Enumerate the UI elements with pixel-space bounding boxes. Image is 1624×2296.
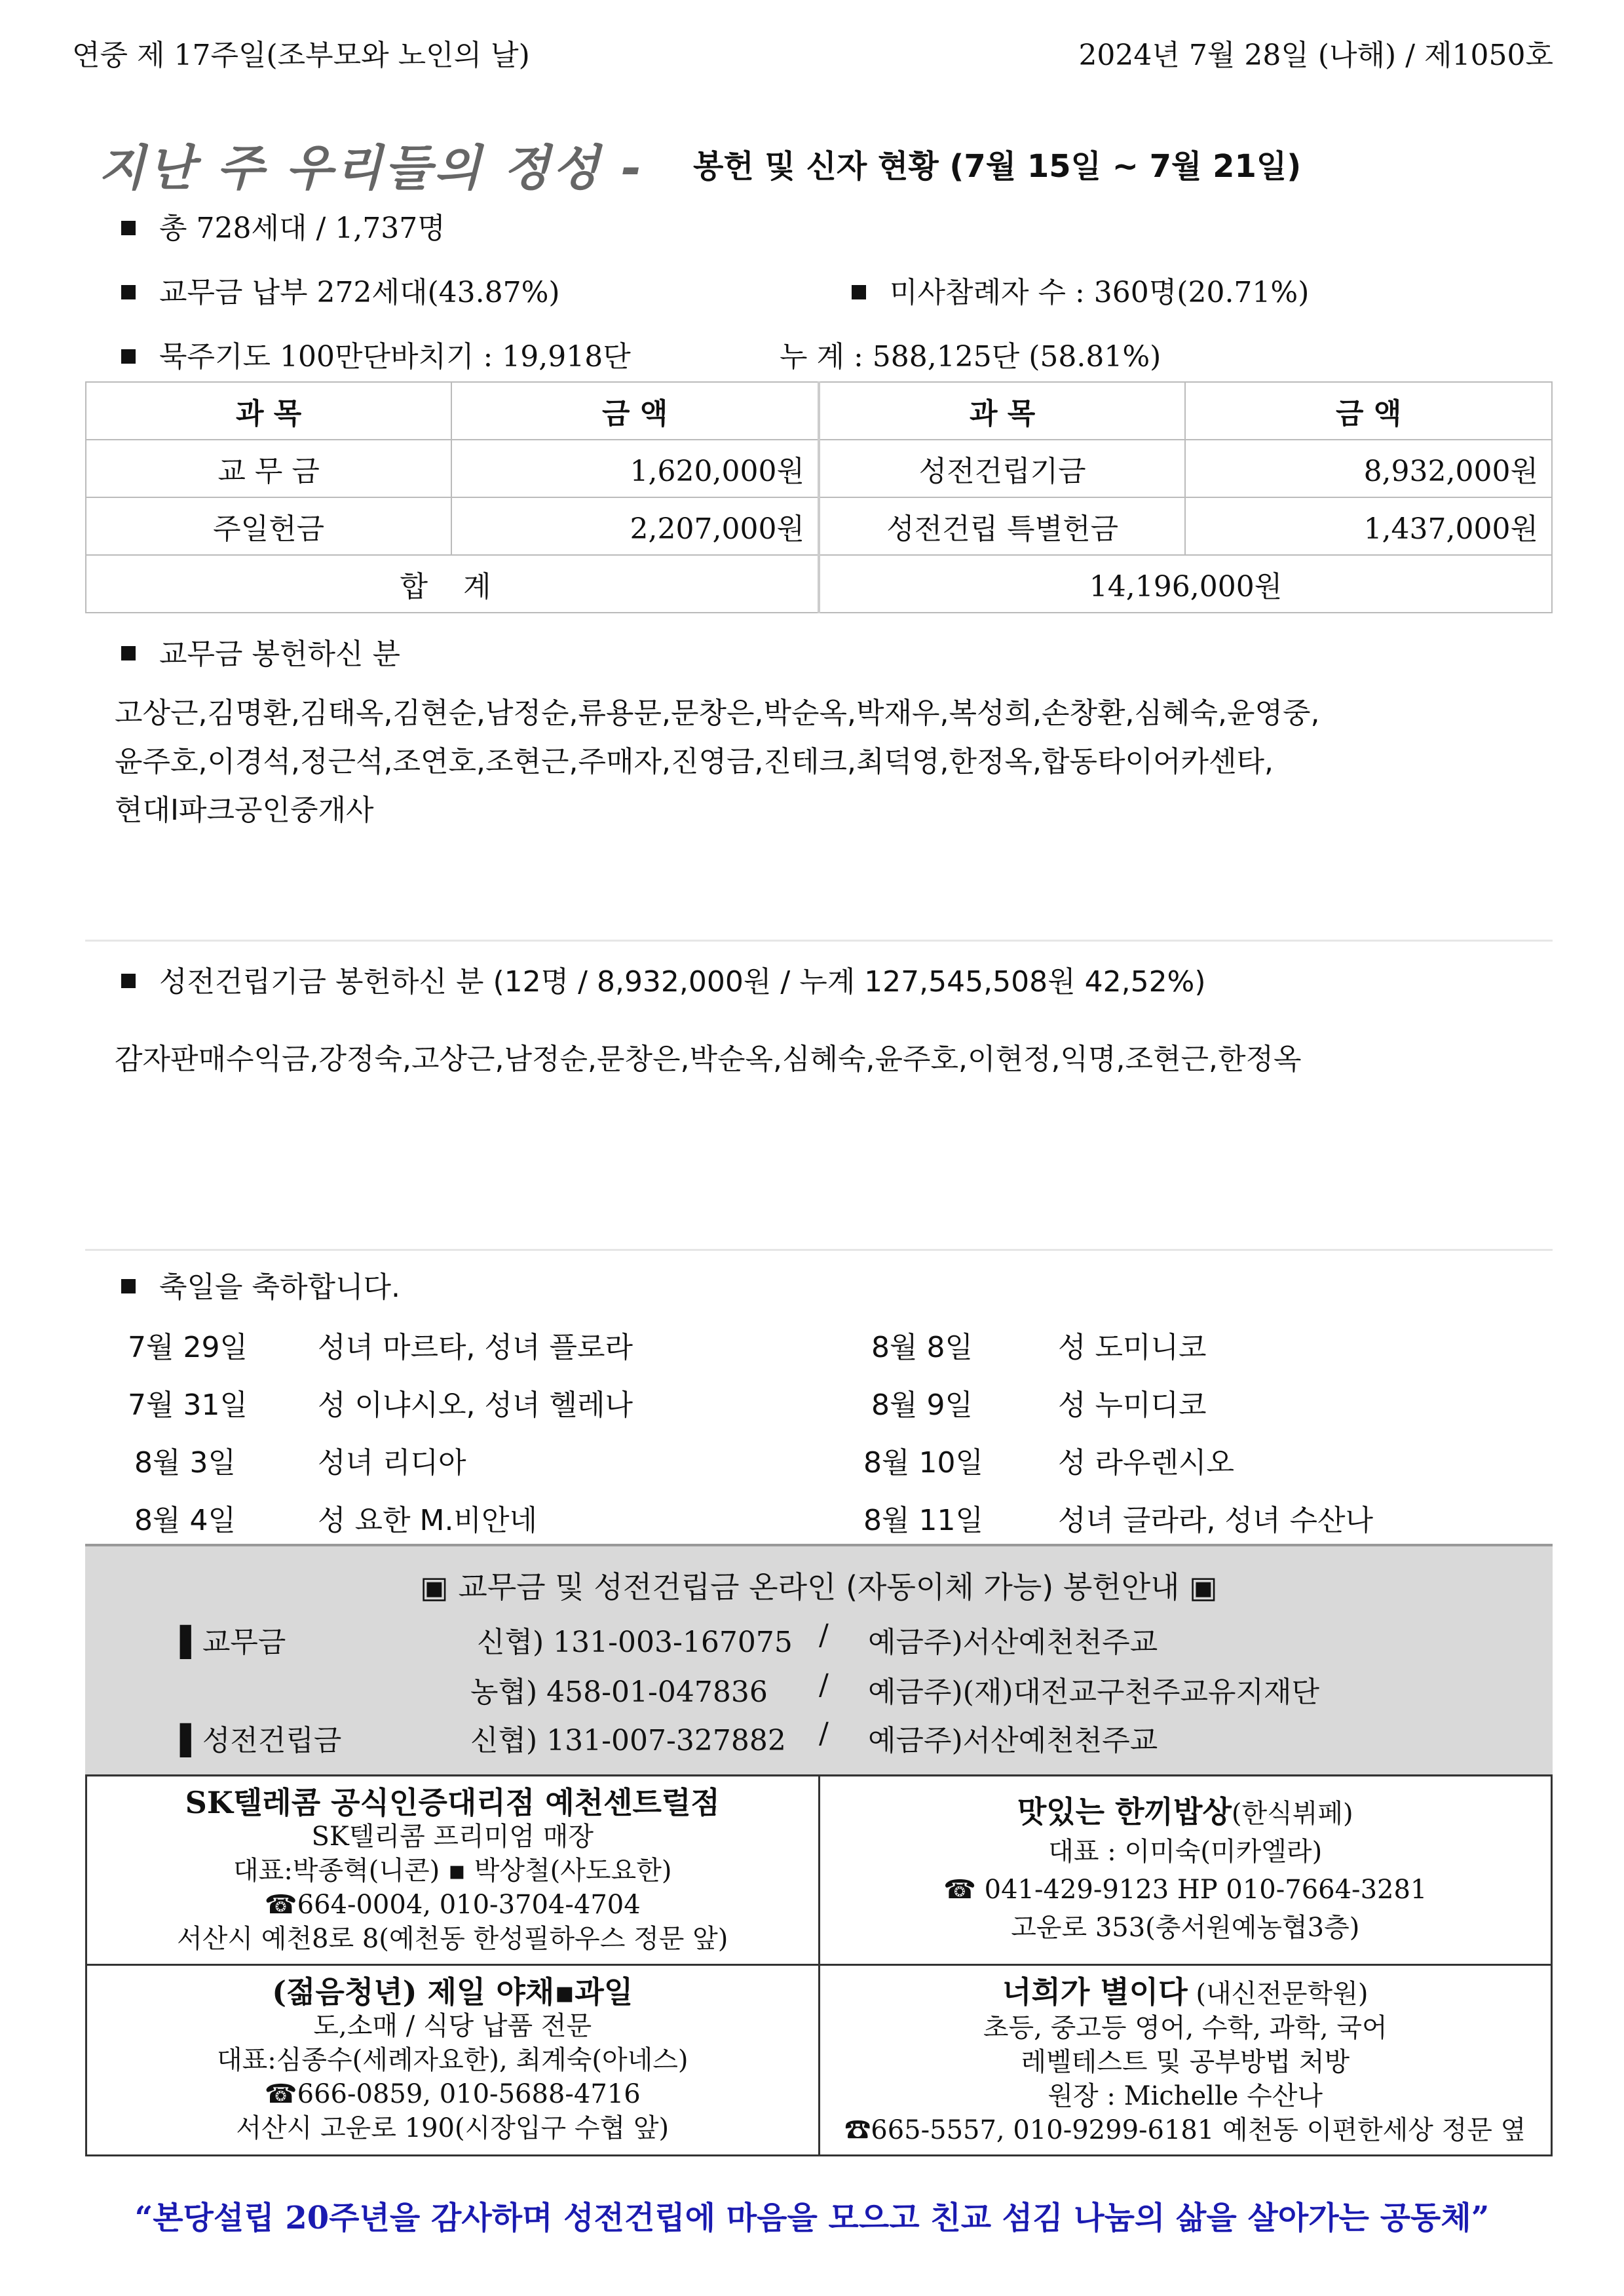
item-cell: 성전건립기금 [819,440,1185,497]
stat-mass: 미사참례자 수 : 360명(20.71%) [852,269,1309,311]
table-total-row [86,555,1552,613]
list-item: 현대I파크공인중개사 [115,794,374,827]
feast-name: 성 이냐시오, 성녀 헬레나 [318,1388,633,1422]
amount-cell: 8,932,000원 [1185,440,1552,497]
dues-donors-list [115,689,1556,835]
building-account-label: ▌성전건립금 [180,1724,342,1757]
bullet-square-icon [852,285,866,299]
ad-academy: 너희가 별이다 (내신전문학원) 초등, 중고등 영어, 수학, 과학, 국어 레벨테스트 및 공부방법 처방 원장 : Michelle 수산나 ☎665-5557, 010-9299-6181 예천동 이편한세상 정문 옆 [819,1965,1552,2156]
dues-donors-title: 교무금 봉헌하신 분 [121,630,400,672]
building-donors-title: 성전건립기금 봉헌하신 분 (12명 / 8,932,000원 / 누계 127,545,508원 42,52%) [121,958,1206,1000]
bullet-square-icon [121,221,136,235]
building-account-number: 신협) 131-007-327882 [470,1724,786,1757]
dues-account-number: 농협) 458-01-047836 [470,1675,768,1709]
feast-name: 성 도미니코 [1058,1331,1207,1364]
total-value: 14,196,000원 [819,555,1552,613]
stat-rosary: 묵주기도 100만단바치기 : 19,918단 [121,333,631,375]
stat-dues: 교무금 납부 272세대(43.87%) [121,269,560,311]
online-offering-title: ▣ 교무금 및 성전건립금 온라인 (자동이체 가능) 봉헌안내 ▣ [420,1569,1218,1605]
feast-name: 성녀 글라라, 성녀 수산나 [1058,1504,1373,1537]
header-item: 과 목 [86,382,451,440]
total-label: 합 계 [86,555,819,613]
dues-account-label: ▌교무금 [180,1626,286,1659]
feast-date: 7월 31일 [128,1388,248,1422]
bullet-square-icon [121,646,136,660]
feast-date: 8월 4일 [134,1504,236,1537]
divider [85,1249,1553,1251]
feast-name: 성녀 마르타, 성녀 플로라 [318,1331,633,1364]
feast-name: 성녀 리디아 [318,1446,466,1480]
table-row [86,497,1552,555]
parish-motto: “본당설립 20주년을 감사하며 성전건립에 마음을 모으고 친교 섬김 나눔의 삶을 살아가는 공동체” [134,2200,1490,2236]
feasts-title: 축일을 축하합니다. [121,1263,400,1305]
feast-name: 성 누미디코 [1058,1388,1207,1422]
stat-rosary-cumulative: 누 계 : 588,125단 (58.81%) [780,340,1161,373]
dues-account-holder: 예금주)(재)대전교구천주교유지재단 [868,1675,1320,1709]
amount-cell: 1,437,000원 [1185,497,1552,555]
list-item: 윤주호,이경석,정근석,조연호,조현근,주매자,진영금,진테크,최덕영,한정옥,합동타이어카센타, [115,745,1274,778]
feast-date: 8월 8일 [871,1331,973,1364]
item-cell: 성전건립 특별헌금 [819,497,1185,555]
dues-account-number: 신협) 131-003-167075 [477,1626,793,1659]
list-item: 고상근,김명환,김태옥,김현순,남정순,류용문,문창은,박순옥,박재우,복성희,손창환,심혜숙,윤영중, [115,697,1320,730]
offering-table [85,381,1553,613]
bullet-square-icon [121,349,136,364]
ad-grocery: (젊음청년) 제일 야채▪과일 도,소매 / 식당 납품 전문 대표:심종수(세례자요한), 최계숙(아네스) ☎666-0859, 010-5688-4716 서산시 고운로 190(시장입구 수협 앞) [86,1965,820,2156]
feast-date: 8월 3일 [134,1446,236,1480]
offering-subtitle: 봉헌 및 신자 현황 (7월 15일 ~ 7월 21일) [693,148,1302,185]
feast-date: 8월 11일 [863,1504,983,1537]
header-right: 2024년 7월 28일 (나해) / 제1050호 [1078,39,1553,72]
building-account-holder: 예금주)서산예천천주교 [868,1724,1158,1757]
feast-name: 성 라우렌시오 [1058,1446,1235,1480]
item-cell: 교 무 금 [86,440,451,497]
table-row [86,440,1552,497]
amount-cell: 2,207,000원 [451,497,819,555]
separator: / [819,1717,829,1750]
bullet-square-icon [121,974,136,988]
header-amount: 금 액 [451,382,819,440]
divider [85,940,1553,942]
header-left: 연중 제 17주일(조부모와 노인의 날) [72,39,530,72]
separator: / [819,1618,829,1652]
bullet-square-icon [121,1279,136,1293]
amount-cell: 1,620,000원 [451,440,819,497]
separator: / [819,1668,829,1702]
feast-date: 8월 10일 [863,1446,983,1480]
header-amount: 금 액 [1185,382,1552,440]
ad-restaurant: 맛있는 한끼밥상(한식뷔페) 대표 : 이미숙(미카엘라) ☎ 041-429-9123 HP 010-7664-3281 고운로 353(충서원예농협3층) [819,1776,1552,1965]
stat-total: 총 728세대 / 1,737명 [121,204,445,246]
feast-name: 성 요한 M.비안네 [318,1504,537,1537]
feast-date: 8월 9일 [871,1388,973,1422]
table-header-row [86,382,1552,440]
dues-account-holder: 예금주)서산예천천주교 [868,1626,1158,1659]
item-cell: 주일헌금 [86,497,451,555]
offering-title: 지난 주 우리들의 정성 - [98,140,645,197]
building-donors-list: 감자판매수익금,강정숙,고상근,남정순,문창은,박순옥,심혜숙,윤주호,이현정,익명,조현근,한정옥 [115,1043,1302,1076]
ads-table [85,1774,1553,2156]
bullet-square-icon [121,285,136,299]
feast-date: 7월 29일 [128,1331,248,1364]
ad-sk-telecom: SK텔레콤 공식인증대리점 예천센트럴점 SK텔리콤 프리미엄 매장 대표:박종혁(니콘) ▪ 박상철(사도요한) ☎664-0004, 010-3704-4704 서산시 예천8로 8(예천동 한성필하우스 정문 앞) [86,1776,820,1965]
header-item: 과 목 [819,382,1185,440]
